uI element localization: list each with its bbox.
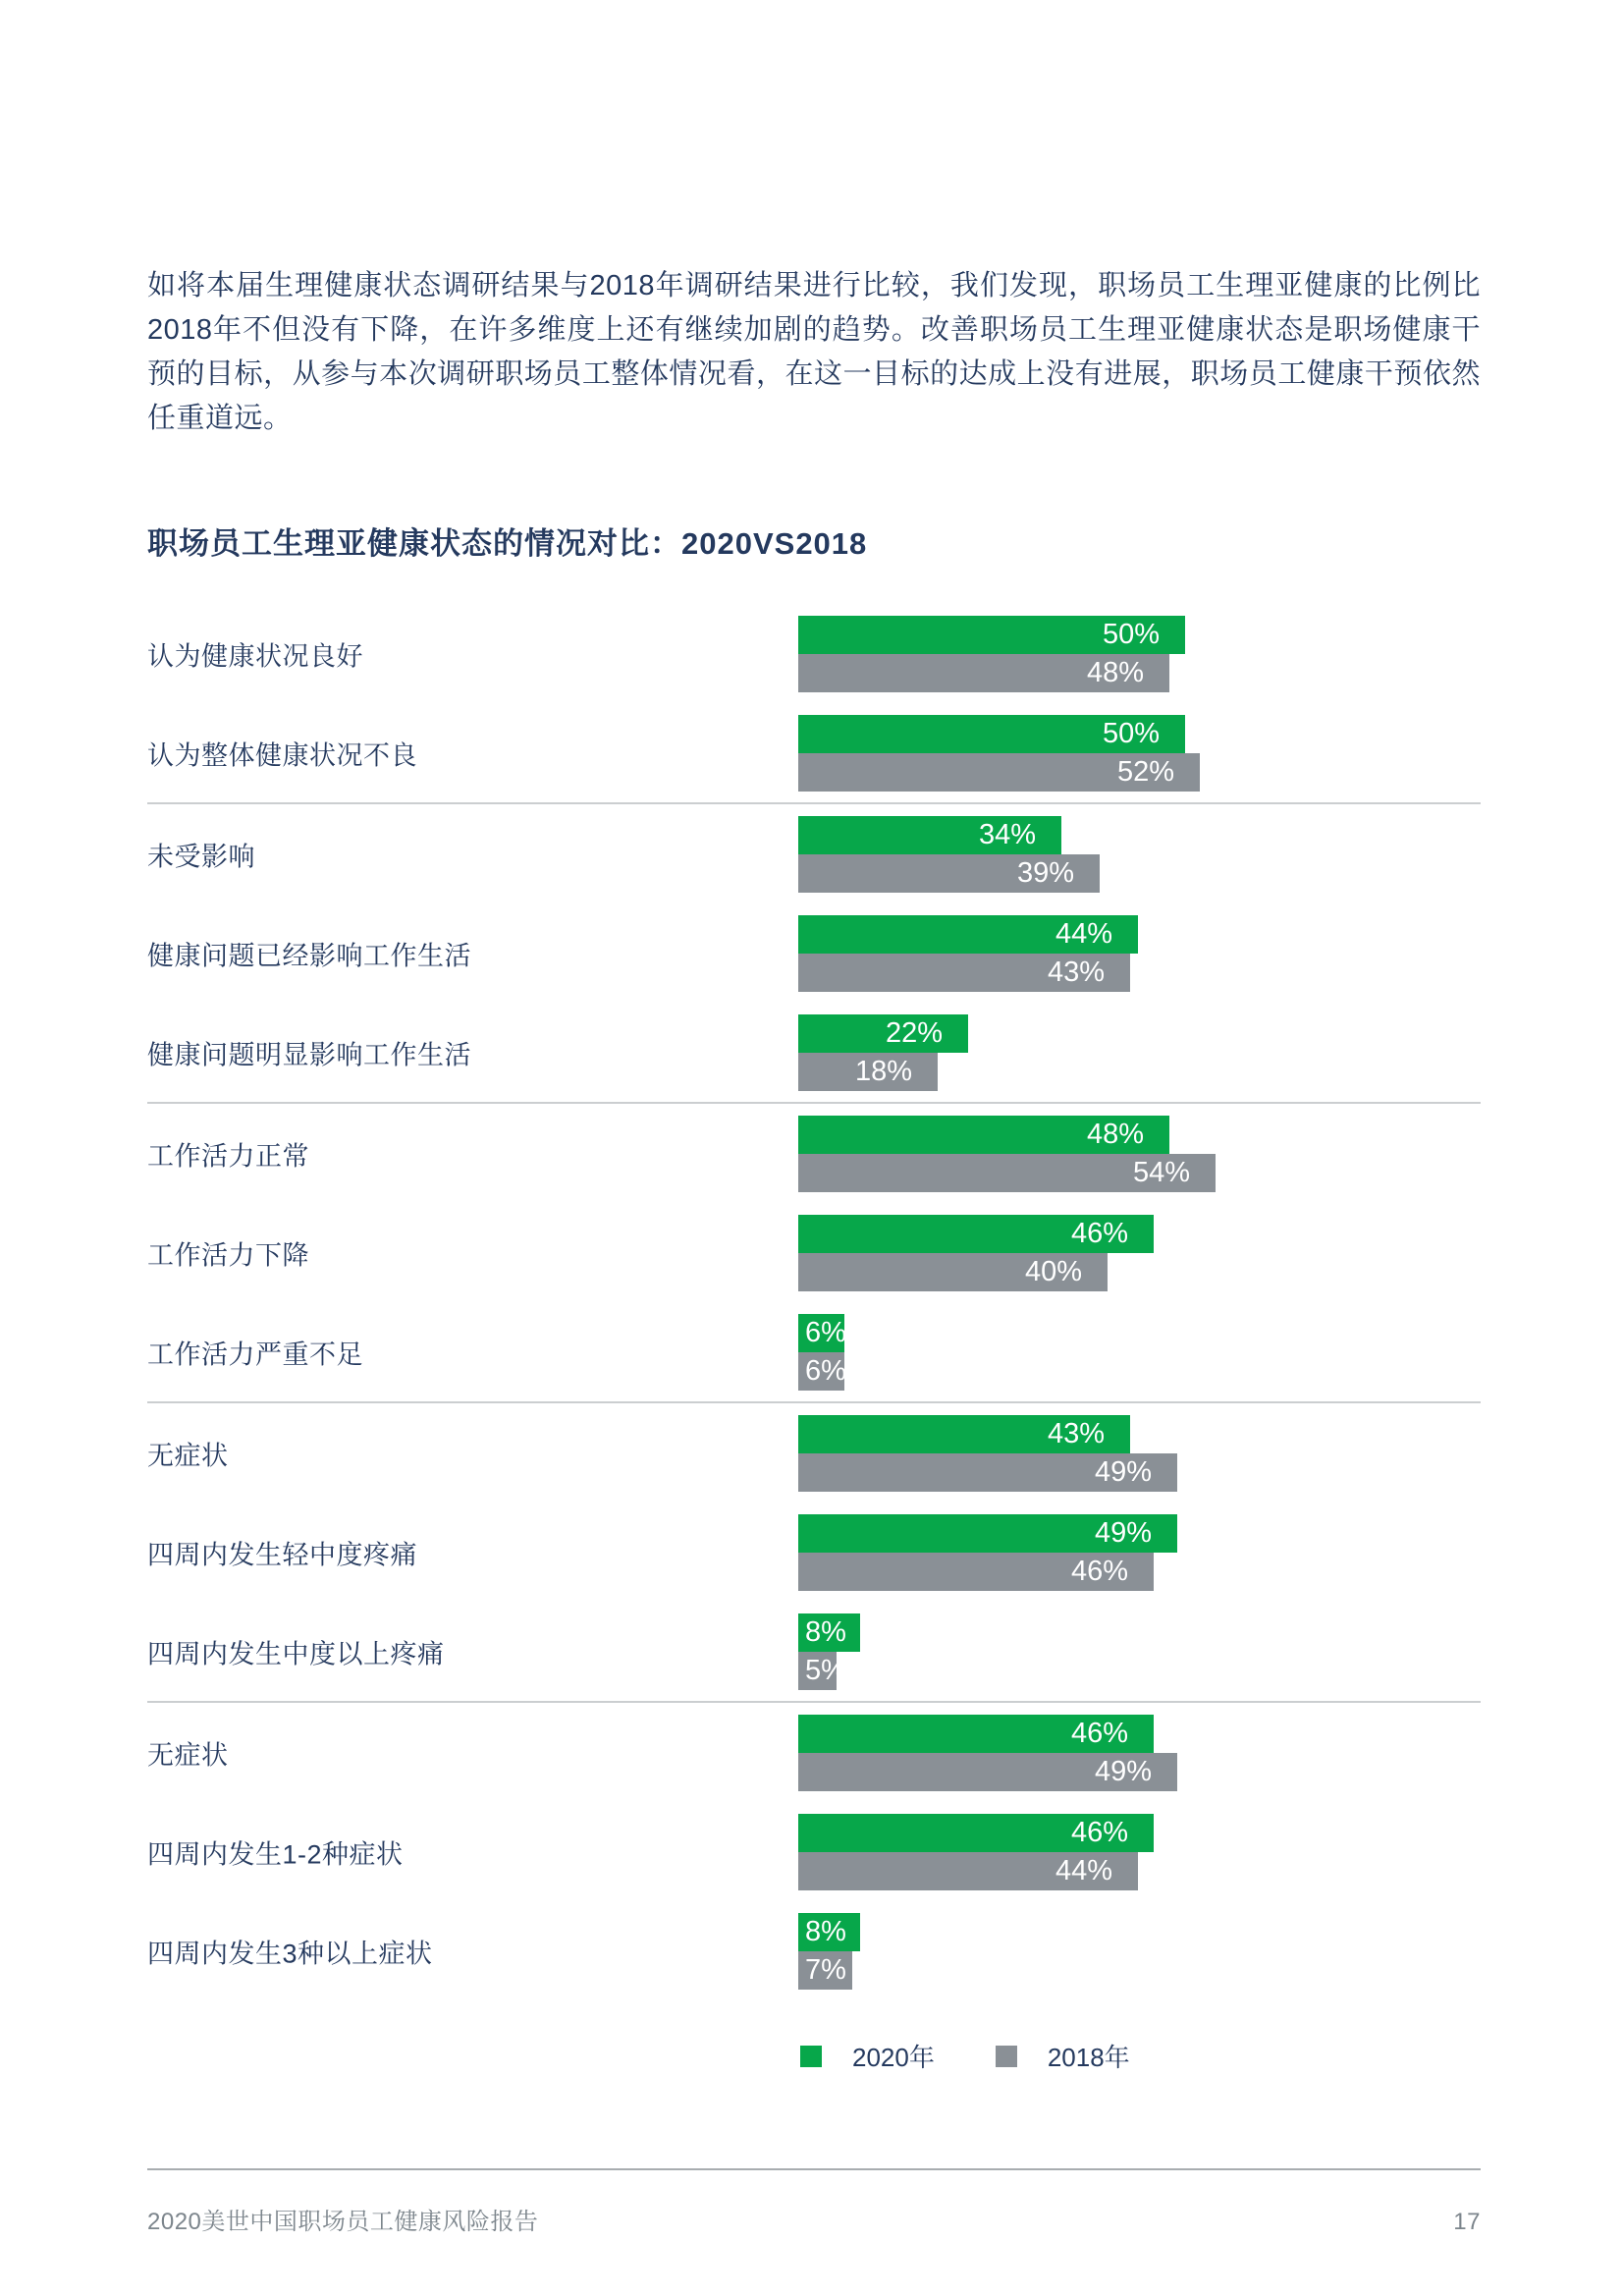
bar-2020: [798, 1715, 1154, 1753]
bar-2018-value-label: 49%: [1094, 1756, 1152, 1787]
bar-pair: [798, 1913, 860, 1990]
footer-report-title: 2020美世中国职场员工健康风险报告: [147, 2209, 539, 2235]
bar-chart: [147, 616, 1481, 2074]
bar-2018-value-label: 5%: [805, 1655, 846, 1686]
bar-2018: [798, 654, 1169, 692]
bar-2020-value-label: 8%: [805, 1916, 846, 1947]
chart-row: [147, 1814, 1481, 1890]
bar-2018-value-label: 7%: [805, 1954, 846, 1986]
footer-divider: [147, 2168, 1481, 2170]
bar-2018: [798, 1053, 938, 1091]
chart-row: [147, 816, 1481, 893]
category-label: 无症状: [147, 1441, 229, 1471]
chart-title: 职场员工生理亚健康状态的情况对比：2020VS2018: [147, 525, 868, 561]
bar-2018-value-label: 6%: [805, 1355, 846, 1387]
bar-pair: [798, 1314, 844, 1391]
category-label: 四周内发生1-2种症状: [147, 1839, 404, 1870]
legend-label-2018: 2018年: [1047, 2043, 1130, 2072]
bar-2018-value-label: 48%: [1086, 657, 1144, 688]
bar-2018: [798, 1154, 1216, 1192]
chart-group-5: [147, 1701, 1481, 2000]
chart-row: [147, 715, 1481, 792]
chart-row: [147, 1014, 1481, 1091]
category-label: 健康问题明显影响工作生活: [147, 1040, 471, 1070]
chart-row: [147, 1514, 1481, 1591]
category-label: 未受影响: [147, 842, 255, 872]
chart-group-4: [147, 1401, 1481, 1701]
bar-pair: [798, 1415, 1177, 1492]
bar-2018: [798, 1553, 1154, 1591]
bar-2018-value-label: 18%: [854, 1056, 912, 1087]
bar-pair: [798, 616, 1185, 692]
legend-label-2020: 2020年: [852, 2043, 935, 2072]
legend-swatch-2020: [800, 2046, 822, 2067]
category-label: 工作活力正常: [147, 1141, 309, 1172]
bar-pair: [798, 816, 1100, 893]
bar-2018: [798, 1652, 846, 1690]
bar-2020: [798, 1116, 1169, 1154]
bar-2018-value-label: 52%: [1116, 756, 1174, 788]
chart-row: [147, 1116, 1481, 1192]
bar-2020-value-label: 34%: [978, 819, 1036, 850]
bar-2020: [798, 1014, 968, 1053]
bar-2018-value-label: 44%: [1055, 1855, 1112, 1886]
bar-pair: [798, 1215, 1154, 1291]
bar-2018: [798, 1852, 1138, 1890]
category-label: 认为整体健康状况不良: [147, 740, 417, 771]
category-label: 四周内发生轻中度疼痛: [147, 1540, 417, 1570]
bar-2020-value-label: 46%: [1070, 1218, 1128, 1249]
chart-row: [147, 1913, 1481, 1990]
bar-pair: [798, 1116, 1216, 1192]
bar-2018: [798, 753, 1200, 792]
bar-2020: [798, 1415, 1130, 1453]
bar-2020-value-label: 50%: [1102, 619, 1160, 650]
bar-2018-value-label: 49%: [1094, 1456, 1152, 1488]
bar-2018-value-label: 46%: [1070, 1556, 1128, 1587]
bar-2020: [798, 915, 1138, 954]
bar-2020-value-label: 43%: [1047, 1418, 1105, 1449]
bar-pair: [798, 715, 1200, 792]
bar-2018-value-label: 39%: [1016, 857, 1074, 889]
bar-2020: [798, 715, 1185, 753]
bar-pair: [798, 1814, 1154, 1890]
bar-2020: [798, 1514, 1177, 1553]
chart-row: [147, 915, 1481, 992]
chart-row: [147, 1415, 1481, 1492]
bar-2020-value-label: 44%: [1055, 918, 1112, 950]
bar-2020-value-label: 50%: [1102, 718, 1160, 749]
bar-2020-value-label: 49%: [1094, 1517, 1152, 1549]
chart-row: [147, 1314, 1481, 1391]
bar-2018-value-label: 54%: [1132, 1157, 1190, 1188]
chart-group-2: [147, 802, 1481, 1102]
category-label: 认为健康状况良好: [147, 641, 363, 672]
category-label: 无症状: [147, 1740, 229, 1771]
chart-rows: [147, 616, 1481, 2000]
chart-group-3: [147, 1102, 1481, 1401]
footer-page-number: 17: [1453, 2209, 1481, 2235]
legend-item-2018: [996, 2038, 1130, 2074]
category-label: 工作活力严重不足: [147, 1339, 363, 1370]
bar-pair: [798, 1014, 968, 1091]
bar-2018: [798, 1753, 1177, 1791]
category-label: 工作活力下降: [147, 1240, 309, 1271]
chart-row: [147, 1715, 1481, 1791]
legend-item-2020: [800, 2038, 935, 2074]
bar-2020-value-label: 22%: [885, 1017, 943, 1049]
chart-row: [147, 616, 1481, 692]
bar-2018: [798, 1453, 1177, 1492]
legend-swatch-2018: [996, 2046, 1017, 2067]
bar-2020: [798, 1215, 1154, 1253]
category-label: 四周内发生中度以上疼痛: [147, 1639, 445, 1669]
bar-2020-value-label: 8%: [805, 1616, 846, 1648]
bar-pair: [798, 1715, 1177, 1791]
category-label: 健康问题已经影响工作生活: [147, 941, 471, 971]
bar-2018: [798, 1352, 844, 1391]
chart-row: [147, 1215, 1481, 1291]
bar-2020-value-label: 46%: [1070, 1817, 1128, 1848]
bar-2020: [798, 1314, 844, 1352]
bar-2018: [798, 954, 1130, 992]
chart-row: [147, 1613, 1481, 1690]
intro-paragraph: 如将本届生理健康状态调研结果与2018年调研结果进行比较，我们发现，职场员工生理亚健康的比例比2018年不但没有下降，在许多维度上还有继续加剧的趋势。改善职场员工生理亚健康状态是职场健康干预的目标，从参与本次调研职场员工整体情况看，在这一目标的达成上没有进展，职场员工健康干预依然任重道远。: [147, 270, 1481, 434]
bar-2020-value-label: 46%: [1070, 1718, 1128, 1749]
bar-pair: [798, 1514, 1177, 1591]
bar-2020-value-label: 6%: [805, 1317, 846, 1348]
chart-legend: [800, 2038, 1481, 2074]
bar-2020: [798, 1613, 860, 1652]
bar-2018-value-label: 43%: [1047, 957, 1105, 988]
bar-pair: [798, 915, 1138, 992]
bar-2020: [798, 1814, 1154, 1852]
bar-2018: [798, 1951, 852, 1990]
chart-group-1: [147, 616, 1481, 802]
bar-2018: [798, 854, 1100, 893]
bar-2020-value-label: 48%: [1086, 1119, 1144, 1150]
bar-2020: [798, 1913, 860, 1951]
bar-2020: [798, 816, 1061, 854]
category-label: 四周内发生3种以上症状: [147, 1939, 433, 1969]
bar-2018: [798, 1253, 1108, 1291]
bar-2020: [798, 616, 1185, 654]
page-footer: [147, 2202, 1481, 2236]
bar-pair: [798, 1613, 860, 1690]
bar-2018-value-label: 40%: [1024, 1256, 1082, 1287]
